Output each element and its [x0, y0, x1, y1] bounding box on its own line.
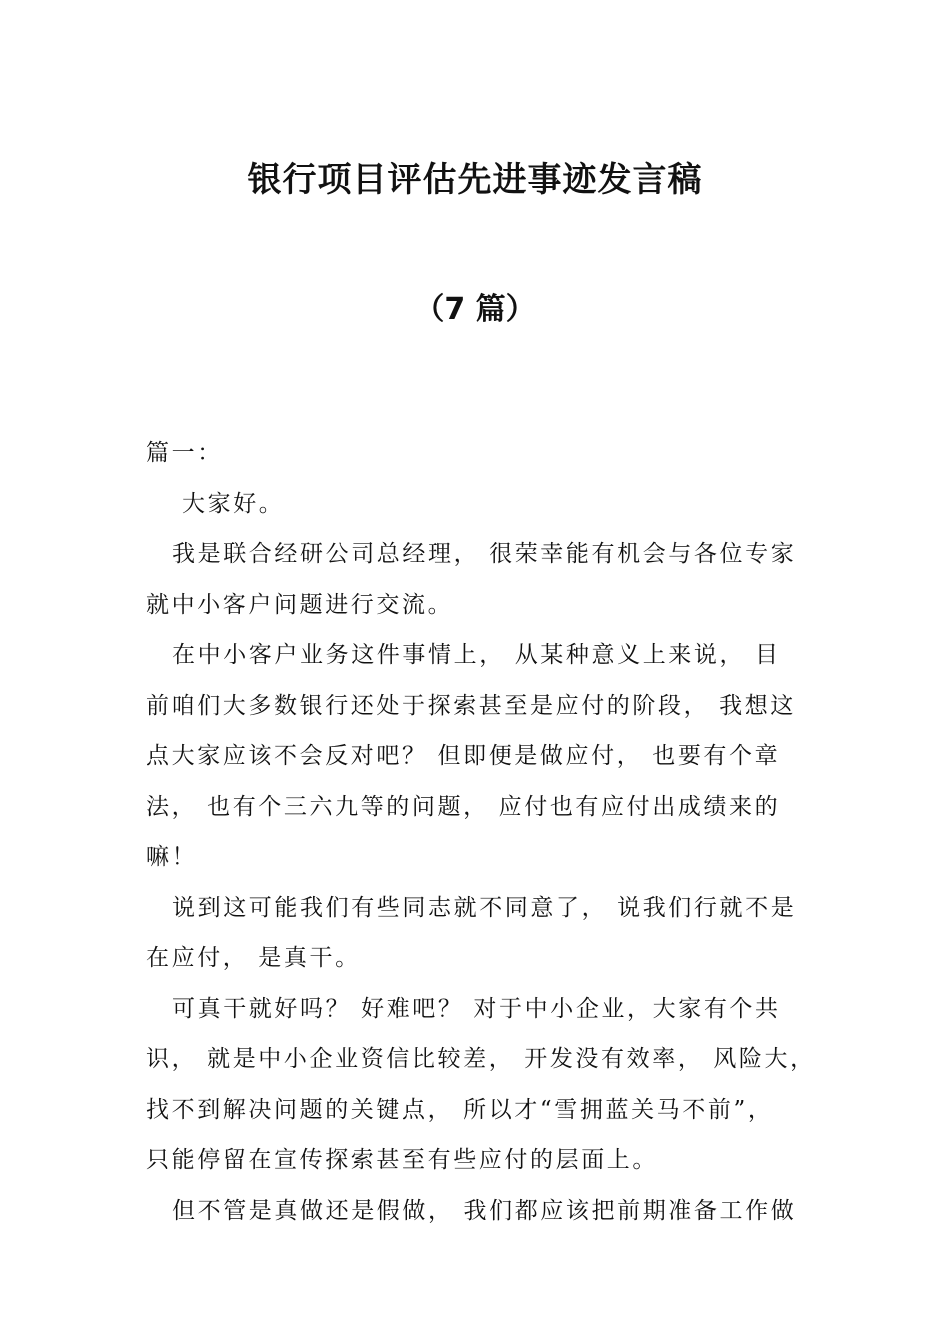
paragraph-line: 就中小客户问题进行交流。 — [146, 591, 454, 618]
paragraph-line: 点大家应该不会反对吧？ 但即便是做应付， 也要有个章 — [146, 743, 781, 769]
section-heading: 篇一： — [146, 440, 223, 466]
paragraph-line: 法， 也有个三六九等的问题， 应付也有应付出成绩来的 — [146, 793, 781, 820]
paragraph-line: 说到这可能我们有些同志就不同意了， 说我们行就不是 — [172, 894, 797, 921]
document-body — [146, 428, 816, 1236]
paragraph-line: 找不到解决问题的关键点， 所以才“雪拥蓝关马不前”， — [146, 1096, 774, 1123]
paragraph-line: 只能停留在宣传探索甚至有些应付的层面上。 — [146, 1147, 658, 1173]
document-title: 银行项目评估先进事迹发言稿 — [247, 160, 703, 200]
paragraph-line: 但不管是真做还是假做， 我们都应该把前期准备工作做 — [172, 1197, 797, 1224]
paragraph-line: 识， 就是中小企业资信比较差， 开发没有效率， 风险大， — [146, 1046, 816, 1072]
paragraph-line: 在应付， 是真干。 — [146, 945, 361, 971]
paragraph-line: 大家好。 — [182, 490, 285, 517]
paragraph-line: 前咱们大多数银行还处于探索甚至是应付的阶段， 我想这 — [146, 692, 796, 719]
paragraph-line: 在中小客户业务这件事情上， 从某种意义上来说， 目 — [172, 642, 781, 668]
document-subtitle: （7 篇） — [414, 292, 536, 327]
paragraph-line: 我是联合经研公司总经理， 很荣幸能有机会与各位专家 — [172, 541, 797, 567]
paragraph-line: 可真干就好吗？ 好难吧？ 对于中小企业，大家有个共 — [172, 995, 781, 1022]
paragraph-line: 嘛！ — [146, 844, 198, 870]
